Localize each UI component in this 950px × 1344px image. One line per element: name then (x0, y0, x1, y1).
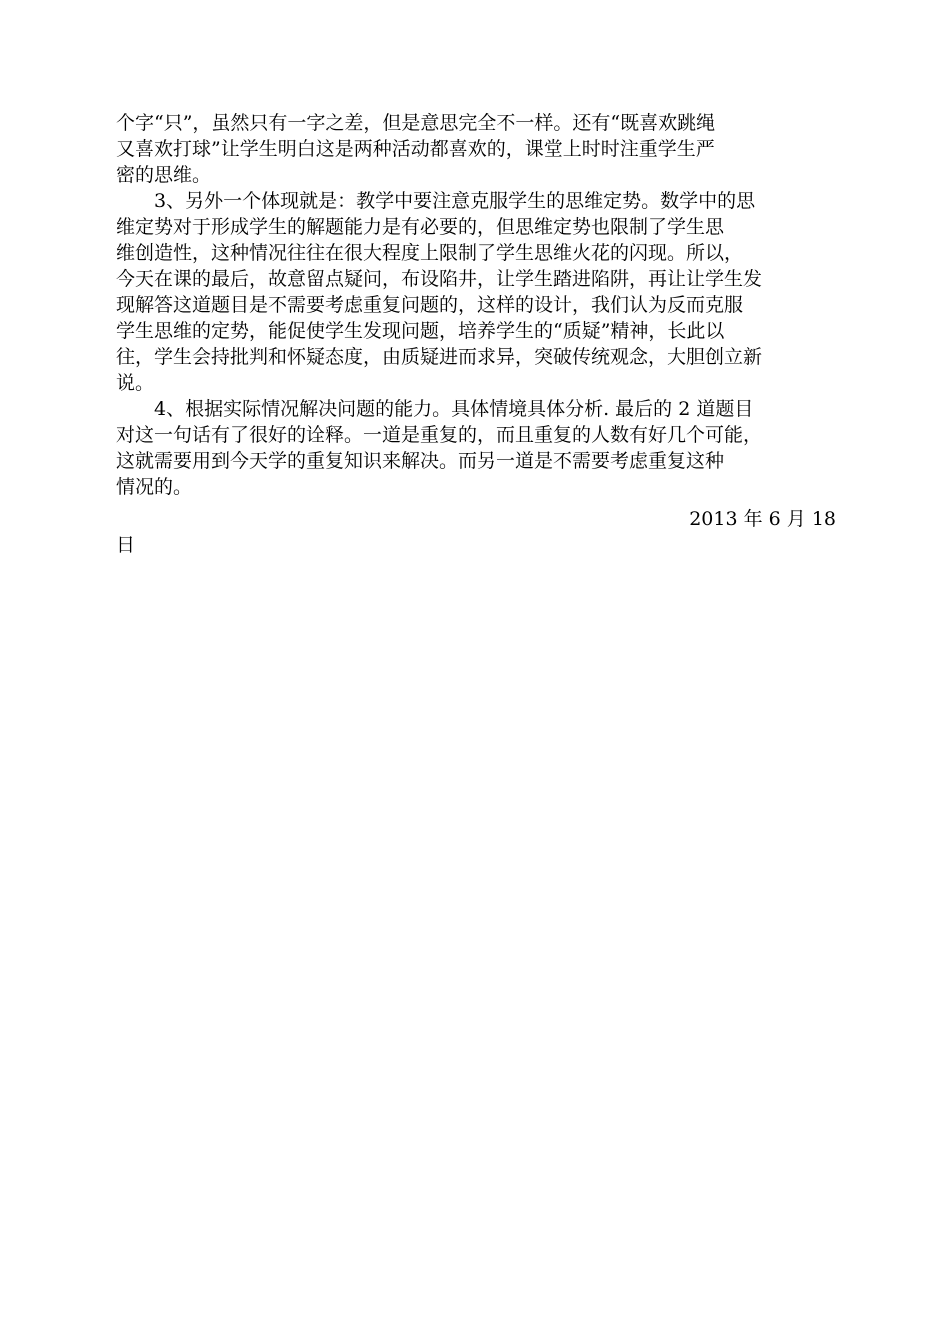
text-line: 今天在课的最后，故意留点疑问，布设陷井，让学生踏进陷阱，再让让学生发 (116, 268, 763, 290)
text-line: 维创造性，这种情况往往在很大程度上限制了学生思维火花的闪现。所以， (116, 242, 744, 264)
text-line: 往，学生会持批判和怀疑态度，由质疑进而求异，突破传统观念，大胆创立新 (116, 346, 763, 368)
document-body (116, 110, 836, 558)
text-line: 4、根据实际情况解决问题的能力。具体情境具体分析. 最后的 2 道题目 (154, 398, 754, 420)
text-line: 现解答这道题目是不需要考虑重复问题的，这样的设计，我们认为反而克服 (116, 294, 744, 316)
text-line: 对这一句话有了很好的诠释。一道是重复的，而且重复的人数有好几个可能， (116, 424, 763, 446)
text-line: 情况的。 (116, 476, 193, 498)
text-line: 密的思维。 (116, 164, 212, 186)
paragraph-4 (116, 396, 836, 500)
text-line: 学生思维的定势，能促使学生发现问题，培养学生的“质疑”精神，长此以 (116, 320, 725, 342)
text-line: 又喜欢打球”让学生明白这是两种活动都喜欢的，课堂上时时注重学生严 (116, 138, 715, 160)
text-line: 说。 (116, 372, 155, 394)
text-line: 个字“只”，虽然只有一字之差，但是意思完全不一样。还有“既喜欢跳绳 (116, 112, 716, 134)
text-line: 这就需要用到今天学的重复知识来解决。而另一道是不需要考虑重复这种 (116, 450, 725, 472)
text-line: 维定势对于形成学生的解题能力是有必要的，但思维定势也限制了学生思 (116, 216, 725, 238)
paragraph-3 (116, 188, 836, 396)
document-date: 2013 年 6 月 18 (689, 508, 836, 530)
document-date-tail: 日 (116, 534, 136, 556)
text-line: 3、另外一个体现就是：教学中要注意克服学生的思维定势。数学中的思 (154, 190, 756, 212)
paragraph-intro (116, 110, 836, 188)
